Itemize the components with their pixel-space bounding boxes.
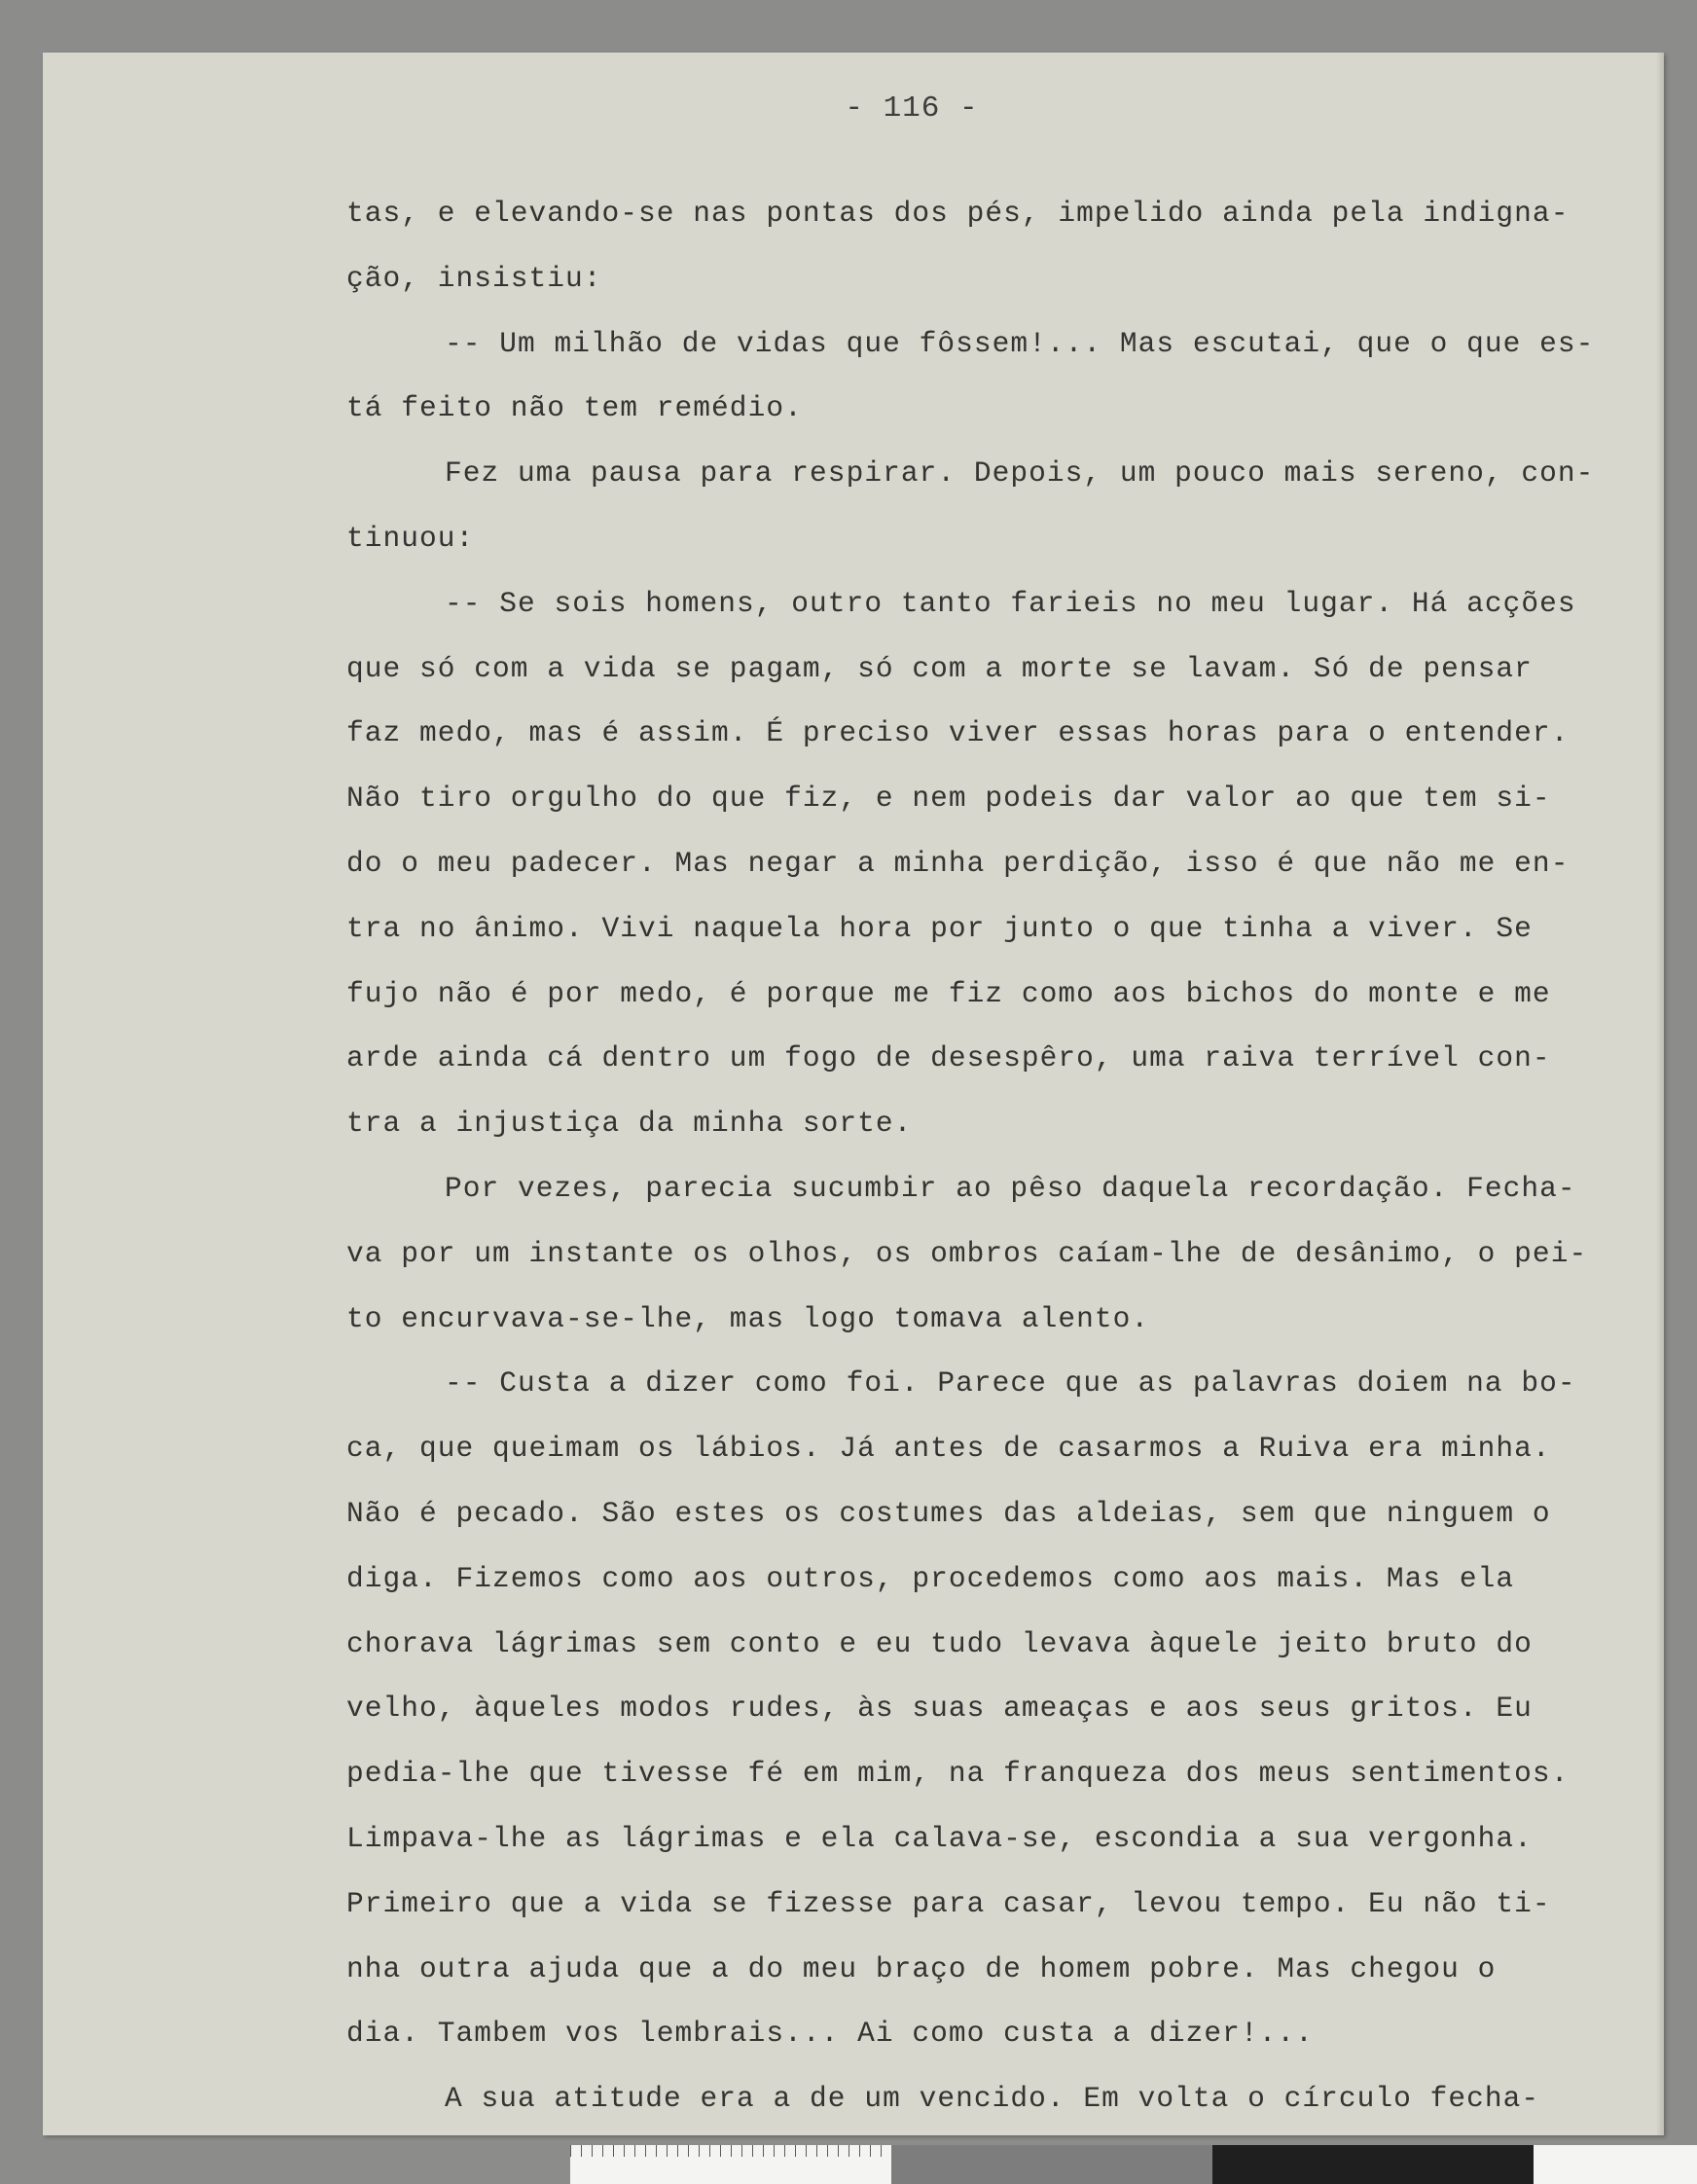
ruler-ticks xyxy=(570,2145,891,2184)
text-line: va por um instante os olhos, os ombros caíam-lhe de desânimo, o pei- xyxy=(346,1236,1588,1270)
ruler-white-patch xyxy=(1534,2145,1697,2184)
text-line: pedia-lhe que tivesse fé em mim, na franqueza dos meus sentimentos. xyxy=(346,1757,1570,1791)
text-line: do o meu padecer. Mas negar a minha perdição, isso é que não me en- xyxy=(346,846,1570,880)
typewritten-page xyxy=(43,53,1664,2135)
color-scale-ruler xyxy=(570,2145,1697,2184)
text-line: nha outra ajuda que a do meu braço de homem pobre. Mas chegou o xyxy=(346,1951,1497,1985)
text-line: velho, àqueles modos rudes, às suas ameaças e aos seus gritos. Eu xyxy=(346,1692,1533,1726)
text-line: tra a injustiça da minha sorte. xyxy=(346,1107,913,1141)
text-line: diga. Fizemos como aos outros, procedemos como aos mais. Mas ela xyxy=(346,1561,1515,1595)
text-line: Não tiro orgulho do que fiz, e nem podeis dar valor ao que tem si- xyxy=(346,782,1551,816)
text-line: Não é pecado. São estes os costumes das aldeias, sem que ninguem o xyxy=(346,1496,1551,1530)
page-body xyxy=(346,181,1697,2131)
text-line: Por vezes, parecia sucumbir ao pêso daquela recordação. Fecha- xyxy=(445,1171,1576,1205)
text-line: ca, que queimam os lábios. Já antes de casarmos a Ruiva era minha. xyxy=(346,1432,1551,1466)
text-line: dia. Tambem vos lembrais... Ai como custa a dizer!... xyxy=(346,2017,1314,2051)
text-line: -- Custa a dizer como foi. Parece que as palavras doiem na bo- xyxy=(445,1366,1576,1401)
ruler-gray-patch xyxy=(891,2145,1212,2184)
text-line: Limpava-lhe as lágrimas e ela calava-se, escondia a sua vergonha. xyxy=(346,1821,1533,1855)
text-line: tas, e elevando-se nas pontas dos pés, impelido ainda pela indigna- xyxy=(346,197,1570,230)
text-line: Fez uma pausa para respirar. Depois, um pouco mais sereno, con- xyxy=(445,456,1595,491)
ruler-black-patch xyxy=(1212,2145,1534,2184)
text-line: tá feito não tem remédio. xyxy=(346,391,803,425)
text-line: tinuou: xyxy=(346,521,475,555)
text-line: to encurvava-se-lhe, mas logo tomava alento. xyxy=(346,1301,1150,1335)
text-line: arde ainda cá dentro um fogo de desespêro, uma raiva terrível con- xyxy=(346,1041,1551,1075)
text-line: Primeiro que a vida se fizesse para casar, levou tempo. Eu não ti- xyxy=(346,1886,1551,1920)
text-line: -- Um milhão de vidas que fôssem!... Mas escutai, que o que es- xyxy=(445,326,1595,360)
text-line: chorava lágrimas sem conto e eu tudo levava àquele jeito bruto do xyxy=(346,1626,1533,1660)
text-line: -- Se sois homens, outro tanto farieis no meu lugar. Há acções xyxy=(445,586,1576,620)
text-line: que só com a vida se pagam, só com a morte se lavam. Só de pensar xyxy=(346,651,1533,685)
text-line: A sua atitude era a de um vencido. Em volta o círculo fecha- xyxy=(445,2082,1540,2116)
page-number: - 116 - xyxy=(845,91,979,126)
text-line: faz medo, mas é assim. É preciso viver essas horas para o entender. xyxy=(346,716,1570,750)
text-line: fujo não é por medo, é porque me fiz como aos bichos do monte e me xyxy=(346,976,1551,1010)
text-line: ção, insistiu: xyxy=(346,261,602,295)
text-line: tra no ânimo. Vivi naquela hora por junto o que tinha a viver. Se xyxy=(346,911,1533,945)
